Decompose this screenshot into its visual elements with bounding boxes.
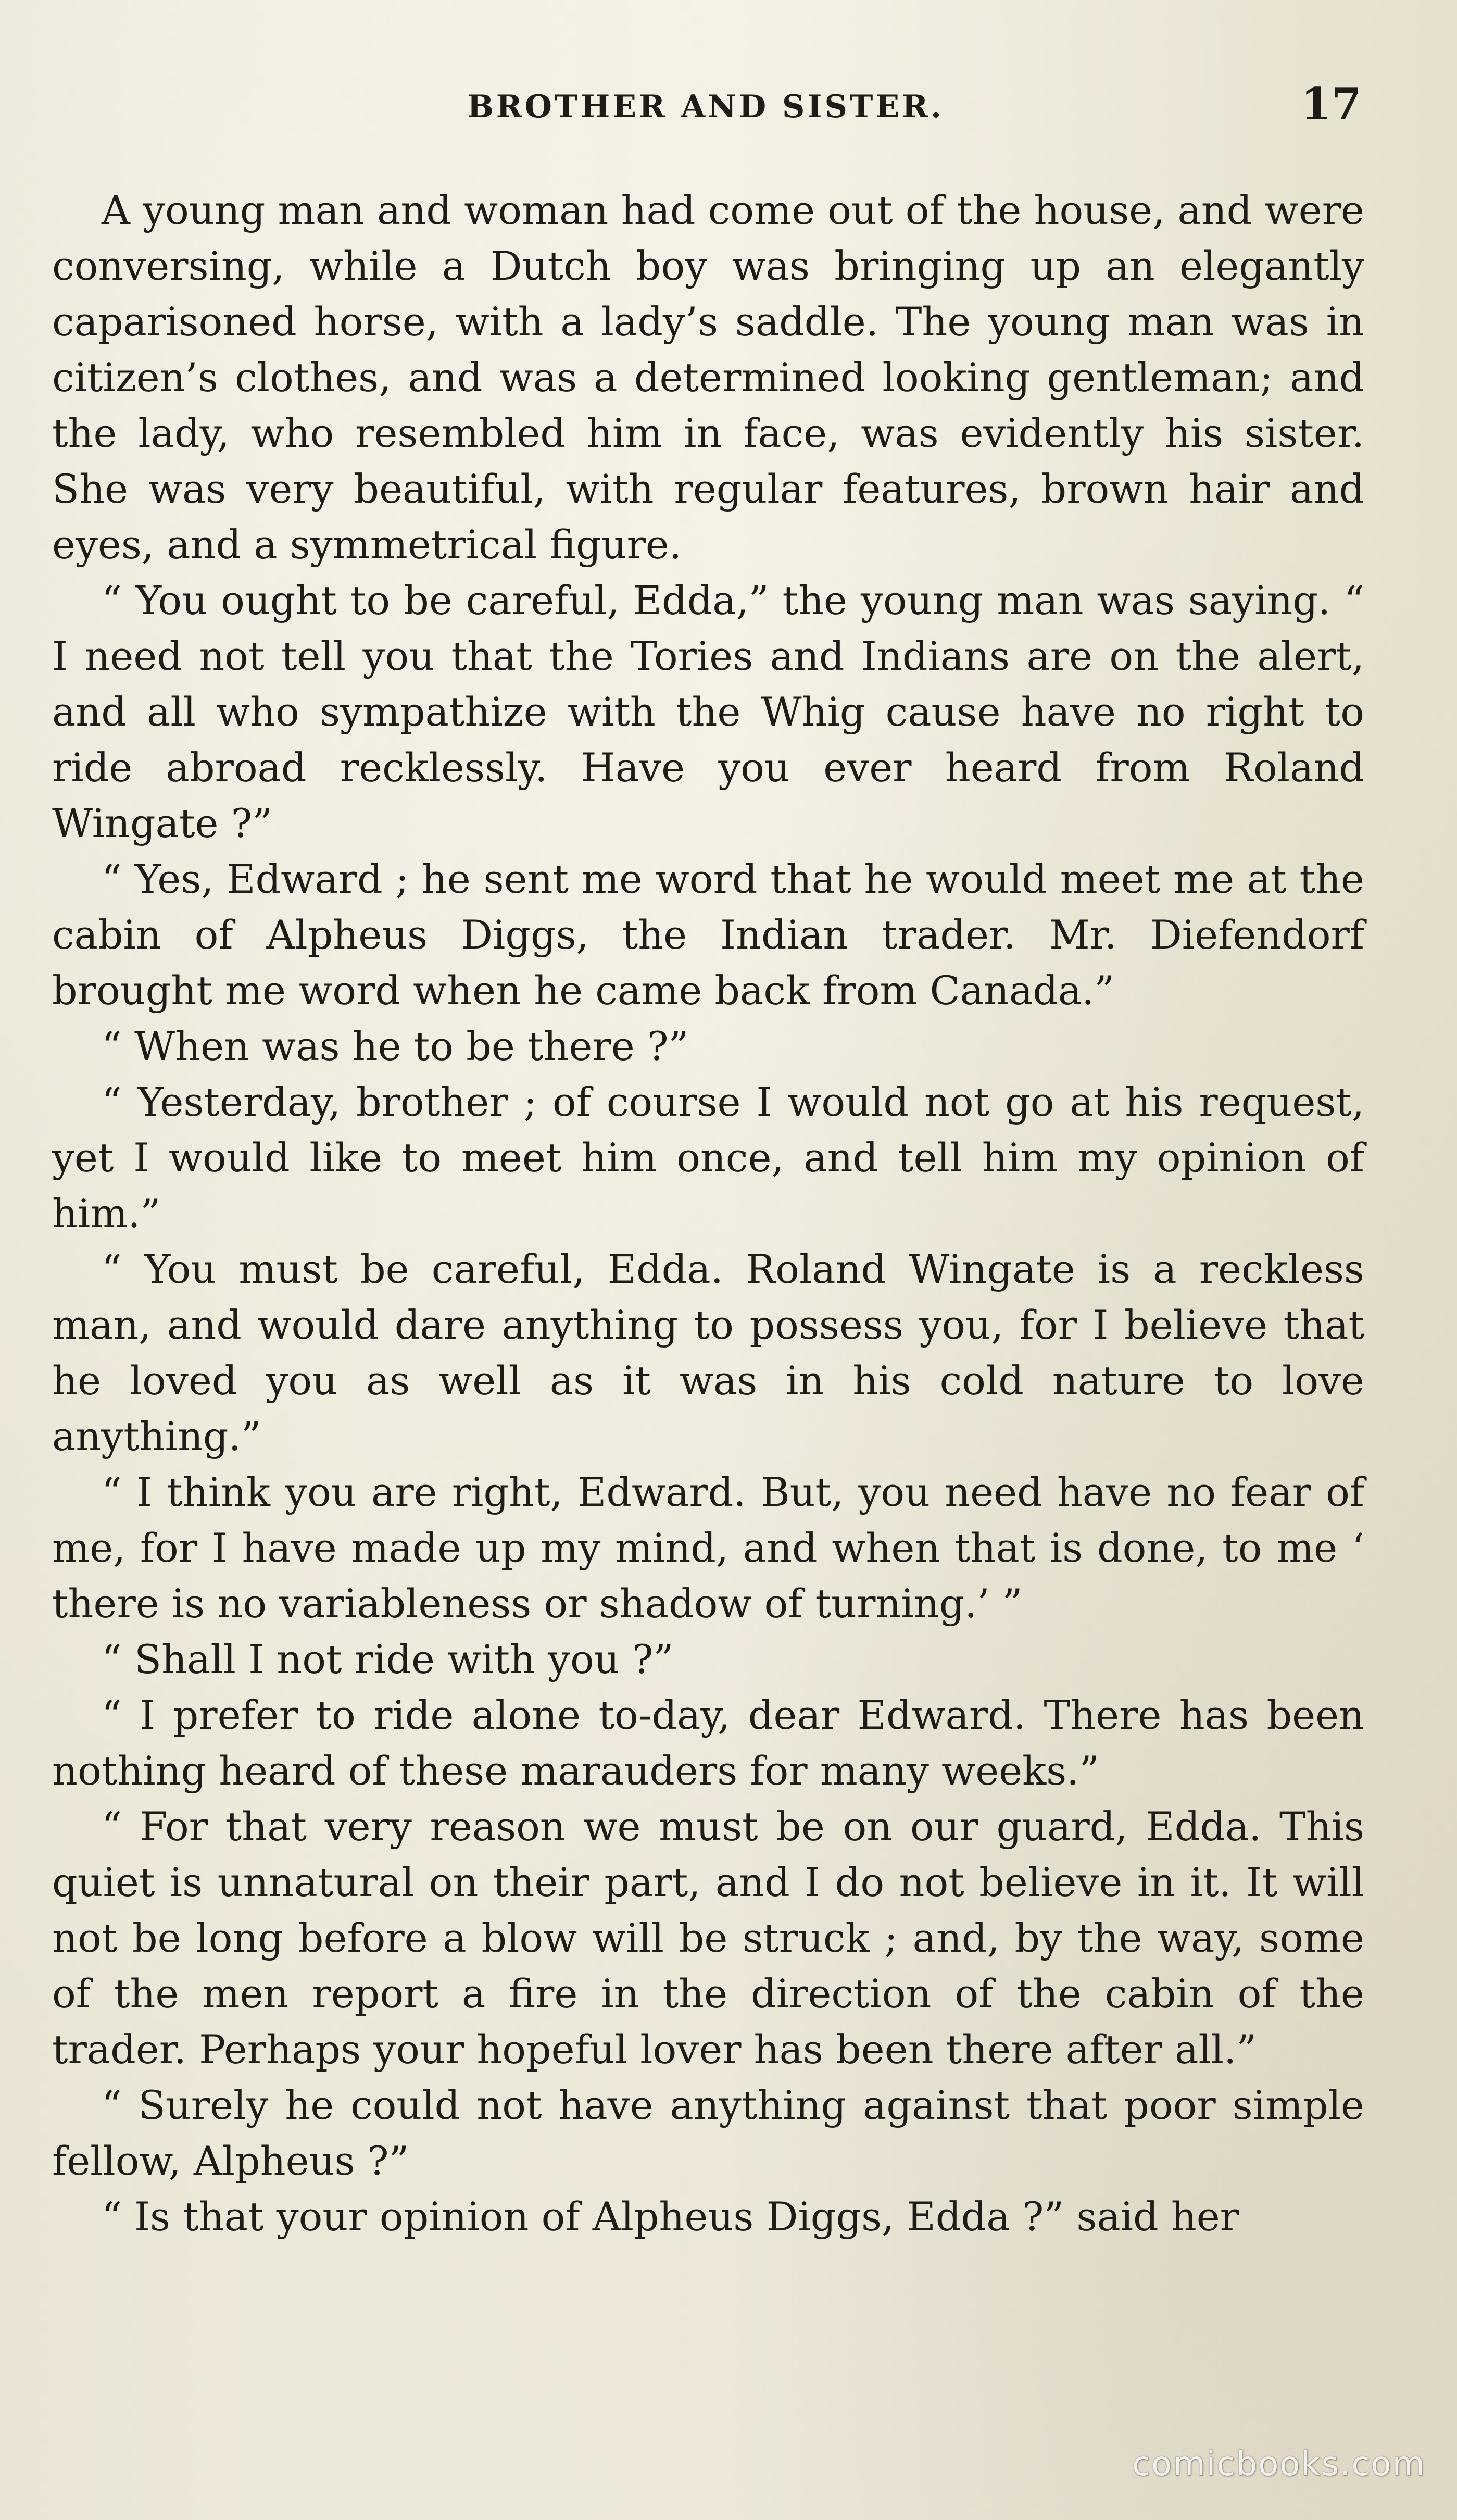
paragraph: “ I prefer to ride alone to-day, dear Edward. There has been nothing heard of these marauders for many weeks.” (52, 1692, 1364, 1794)
paragraph: “ You must be careful, Edda. Roland Wingate is a reckless man, and would dare anything to possess you, for I believe that he loved you as well as it was in his cold nature to love anything.” (52, 1246, 1364, 1459)
page-header (49, 78, 1362, 141)
paragraph: A young man and woman had come out of the house, and were conversing, while a Dutch boy was bringing up an elegantly caparisoned horse, with a lady’s saddle. The young man was in citizen’s clothes, and was a determined looking gentleman; and the lady, who resembled him in face, was evidently his sister. She was very beautiful, with regular features, brown hair and eyes, and a symmetrical figure. (52, 187, 1364, 568)
paragraph: “ For that very reason we must be on our guard, Edda. This quiet is unnatural on their part, and I do not believe in it. It will not be long before a blow will be struck ; and, by the way, some of the men report a fire in the direction of the cabin of the trader. Perhaps your hopeful lover has been there after all.” (52, 1803, 1364, 2073)
running-head: BROTHER AND SISTER. (467, 89, 944, 125)
page-number: 17 (1301, 78, 1362, 130)
paragraph: “ Yes, Edward ; he sent me word that he would meet me at the cabin of Alpheus Diggs, the Indian trader. Mr. Diefendorf brought me word when he came back from Canada.” (52, 856, 1364, 1014)
body-text (52, 182, 1364, 2244)
paragraph: “ Is that your opinion of Alpheus Diggs, Edda ?” said her (102, 2193, 1239, 2240)
paragraph: “ You ought to be careful, Edda,” the young man was saying. “ I need not tell you that the Tories and Indians are on the alert, and all who sympathize with the Whig cause have no right to ride abroad recklessly. Have you ever heard from Roland Wingate ?” (52, 577, 1364, 846)
watermark: comicbooks.com (1132, 2445, 1426, 2484)
paragraph: “ I think you are right, Edward. But, you need have no fear of me, for I have made up my mind, and when that is done, to me ‘ there is no variableness or shadow of turning.’ ” (52, 1469, 1364, 1627)
paragraph: “ Surely he could not have anything against that poor simple fellow, Alpheus ?” (52, 2082, 1364, 2184)
paragraph: “ When was he to be there ?” (102, 1023, 689, 1069)
paragraph: “ Shall I not ride with you ?” (102, 1636, 674, 1682)
paragraph: “ Yesterday, brother ; of course I would not go at his request, yet I would like to meet him once, and tell him my opinion of him.” (52, 1079, 1364, 1237)
